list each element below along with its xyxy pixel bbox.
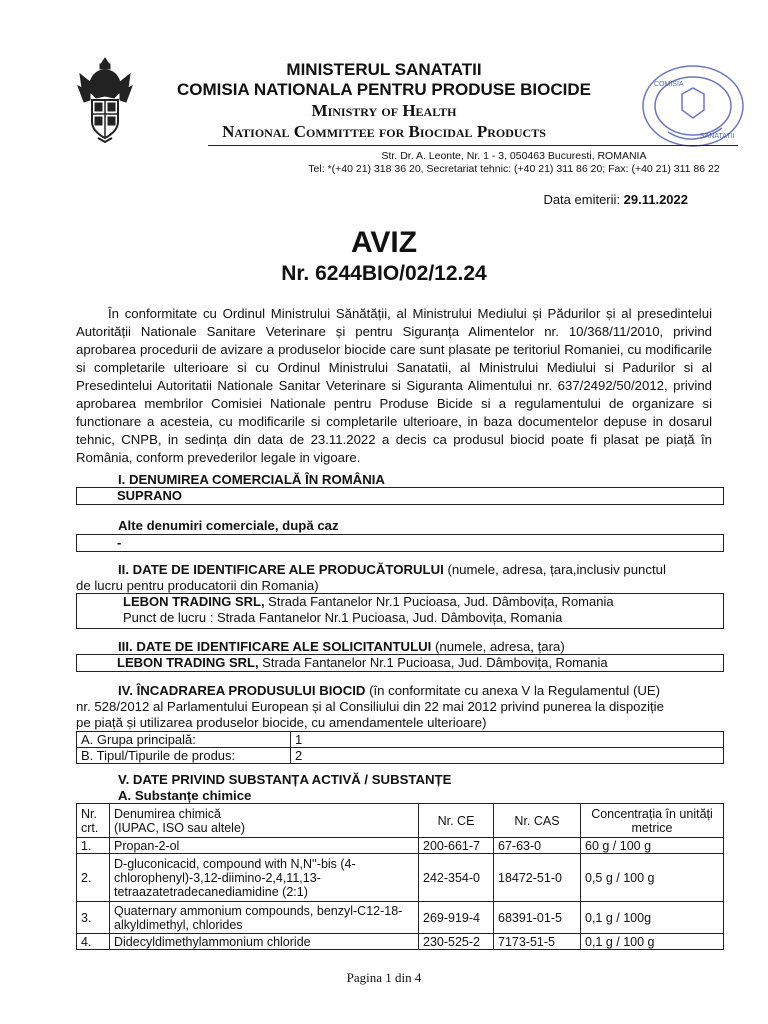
col-cas-header: Nr. CAS: [494, 804, 581, 838]
intro-paragraph: În conformitate cu Ordinul Ministrului Sănătății, al Ministrului Mediului și Pădurilor și al presedintelui Autorității Nationale Sanitare Veterinare și pentru Siguranța Alimentelor nr. 10/368/11/2010, privind aprobarea procedurii de avizare a produselor biocide care sunt plasate pe teritoriul Romaniei, cu modificarile si completarile ulterioare si cu Ordinul Ministrului Sanatatii, al Ministrului Mediului si Padurilor si al Presedintelui Autoritatii Nationale Sanitar Veterinare si Siguranta Alimentului nr. 637/2492/50/2012, privind aprobarea membrilor Comisiei Nationale pentru Produse Bicide si a regulamentului de organizare si functionare a acesteia, cu modificarile si completarile ulterioare, in baza documentelor depuse in dosarul tehnic, CNPB, in sedința din data de 23.11.2022 a decis ca produsul biocid poate fi plasat pe piață în România, conform prevederilor legale in vigoare.: [76, 306, 712, 465]
header-divider: [208, 145, 738, 146]
committee-title-en: National Committee for Biocidal Products: [222, 122, 546, 141]
document-title: AVIZ: [350, 226, 418, 259]
institution-contact: Tel: *(+40 21) 318 36 20, Secretariat tehnic: (+40 21) 311 86 20; Fax: (+40 21) 311 86 22: [308, 163, 720, 175]
issue-date: [520, 192, 688, 207]
section-2-note: de lucru pentru producatorii din Romania): [76, 578, 319, 593]
classification-table: [76, 731, 724, 764]
section-4-title: IV. ÎNCADRAREA PRODUSULUI BIOCID (în conformitate cu anexa V la Regulamentul (UE): [118, 683, 661, 698]
page-number: Pagina 1 din 4: [346, 970, 422, 985]
table-row: 1. Propan-2-ol 200-661-7 67-63-0 60 g / 100 g: [77, 838, 724, 854]
other-names-box: -: [76, 534, 724, 552]
ministry-title-en: Ministry of Health: [311, 101, 457, 120]
issue-date-label: Data emiterii:: [543, 192, 621, 207]
section-4-note-3: pe piață și utilizarea produselor biocide, cu amendamentele ulterioare): [76, 715, 487, 730]
document-number: Nr. 6244BIO/02/12.24: [281, 262, 487, 285]
table-row: 3. Quaternary ammonium compounds, benzyl-C12-18-alkyldimethyl, chlorides 269-919-4 68391-01-5 0,1 g / 100g: [77, 902, 724, 934]
ministry-title-ro: MINISTERUL SANATATII: [286, 60, 482, 79]
substances-header-row: [77, 804, 724, 838]
svg-text:SANATATII: SANATATII: [700, 133, 735, 140]
section-3-title: III. DATE DE IDENTIFICARE ALE SOLICITANTULUI (numele, adresa, țara): [118, 639, 565, 654]
producer-box: [76, 593, 724, 629]
section-5-title: V. DATE PRIVIND SUBSTANȚA ACTIVĂ / SUBSTANȚE: [118, 772, 452, 787]
applicant-box: LEBON TRADING SRL, Strada Fantanelor Nr.1 Pucioasa, Jud. Dâmbovița, Romania: [76, 654, 724, 672]
section-4-note-2: nr. 528/2012 al Parlamentului European și al Consiliului din 22 mai 2012 privind punerea la dispoziție: [76, 699, 664, 714]
section-5-subtitle: A. Substanțe chimice: [118, 788, 252, 803]
classification-row: B. Tipul/Tipurile de produs: 2: [77, 748, 724, 764]
col-name-header: Denumirea chimică (IUPAC, ISO sau altele): [110, 804, 419, 838]
section-2-title: II. DATE DE IDENTIFICARE ALE PRODUCĂTORULUI (numele, adresa, țara,inclusiv punctul: [118, 562, 666, 577]
col-conc-header: Concentrația în unități metrice: [581, 804, 724, 838]
table-row: 2. D-gluconicacid, compound with N,N''-bis (4-chlorophenyl)-3,12-diimino-2,4,11,13-tetraazatetradecanediamidine (2:1) 242-354-0 18472-51-0 0,5 g / 100 g: [77, 854, 724, 902]
producer-line: LEBON TRADING SRL, Strada Fantanelor Nr.1 Pucioasa, Jud. Dâmbovița, Romania: [123, 594, 614, 609]
committee-title-ro: COMISIA NATIONALA PENTRU PRODUSE BIOCIDE: [177, 80, 591, 99]
table-row: 4. Didecyldimethylammonium chloride 230-525-2 7173-51-5 0,1 g / 100 g: [77, 934, 724, 950]
classification-row: A. Grupa principală: 1: [77, 732, 724, 748]
producer-workpoint: Punct de lucru : Strada Fantanelor Nr.1 Pucioasa, Jud. Dâmbovița, Romania: [123, 610, 563, 625]
substances-table: [76, 803, 724, 950]
section-1-title: I. DENUMIREA COMERCIALĂ ÎN ROMÂNIA: [118, 472, 385, 487]
official-stamp-icon: [638, 62, 748, 150]
col-ce-header: Nr. CE: [419, 804, 494, 838]
stamp-lettering: COMISIA: [654, 81, 684, 88]
other-names-label: Alte denumiri comerciale, după caz: [118, 518, 339, 533]
institution-address: Str. Dr. A. Leonte, Nr. 1 - 3, 050463 Bucuresti, ROMANIA: [381, 150, 647, 162]
trade-name-box: SUPRANO: [76, 487, 724, 505]
issue-date-value: 29.11.2022: [623, 192, 688, 207]
col-nr-header: Nr. crt.: [77, 804, 110, 838]
